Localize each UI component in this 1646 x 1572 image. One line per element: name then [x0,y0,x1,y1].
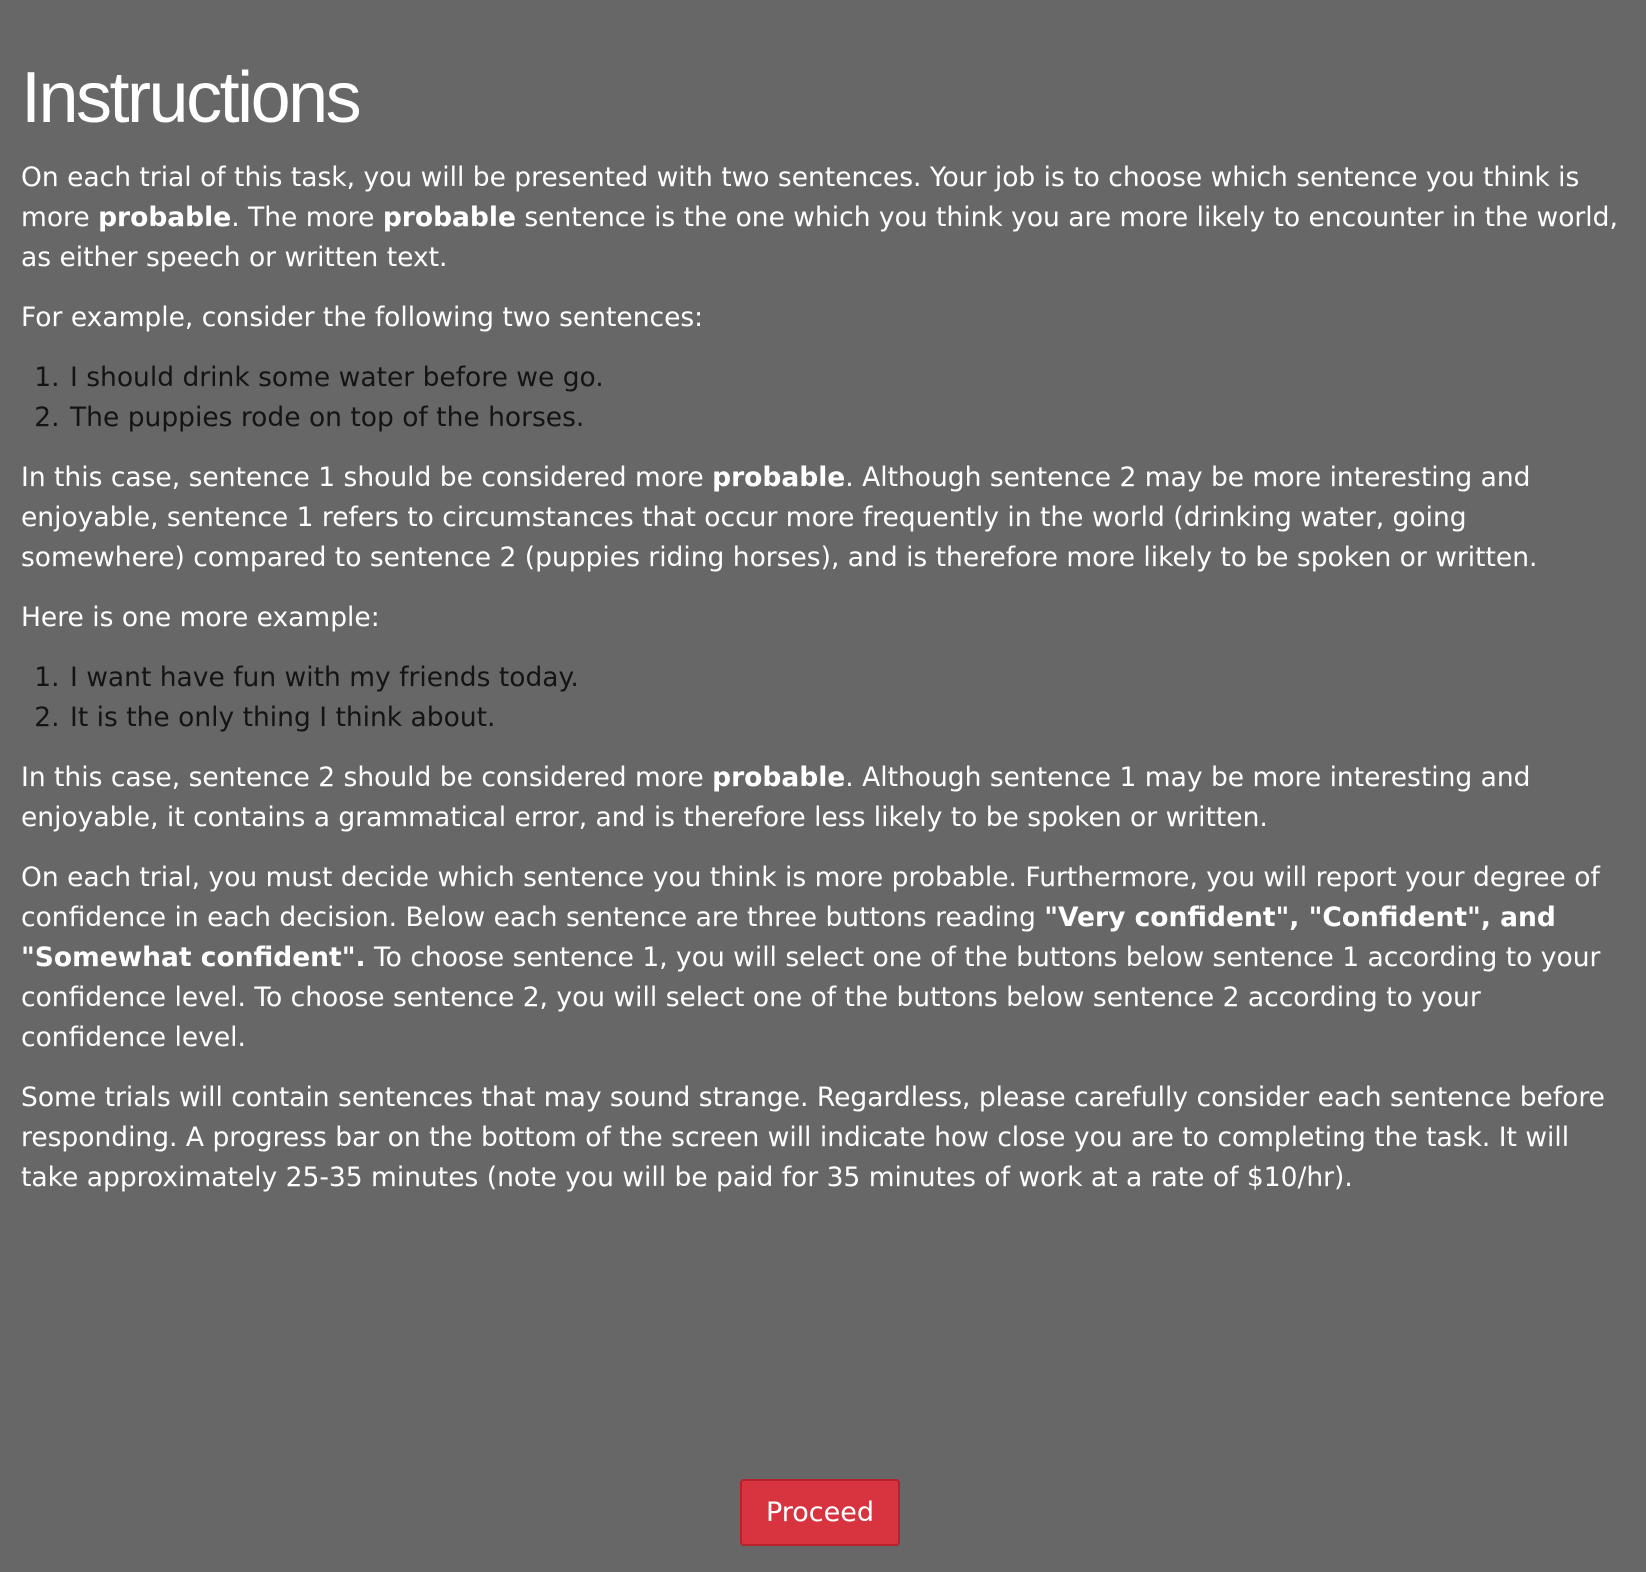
example-intro-paragraph: For example, consider the following two sentences: [21,302,704,333]
page-title: Instructions [21,58,360,138]
second-example-intro: Here is one more example: [21,602,380,633]
emphasis-probable: probable [98,202,232,233]
instructions-panel [21,52,1631,1218]
proceed-button[interactable]: Proceed [740,1479,900,1546]
intro-paragraph: On each trial of this task, you will be presented with two sentences. Your job is to choose which sentence you think is more probable. The more probable sentence is the one which you think you are more likely to encounter in the world, as either speech or written text. [21,162,1618,273]
emphasis-probable: probable [712,762,846,793]
emphasis-probable: probable [712,462,846,493]
example-1-sentence-1: 1. I should drink some water before we go. [68,358,1631,398]
example-2-sentence-2: 2. It is the only thing I think about. [68,698,1631,738]
example-2-explanation: In this case, sentence 2 should be considered more probable. Although sentence 1 may be more interesting and enjoyable, it contains a grammatical error, and is therefore less likely to be spoken or written. [21,762,1531,833]
example-2-list [21,658,1631,738]
example-1-list [21,358,1631,438]
emphasis-probable: probable [382,202,516,233]
emphasis-confidence-buttons: "Very confident", "Confident", and "Somewhat confident". [21,902,1556,973]
example-1-explanation: In this case, sentence 1 should be considered more probable. Although sentence 2 may be more interesting and enjoyable, sentence 1 refers to circumstances that occur more frequently in the world (drinking water, going somewhere) compared to sentence 2 (puppies riding horses), and is therefore more likely to be spoken or written. [21,462,1538,573]
confidence-paragraph: On each trial, you must decide which sentence you think is more probable. Furthermore, you will report your degree of confidence in each decision. Below each sentence are three buttons reading "Very confident", "Confident", and "Somewhat confident". To choose sentence 1, you will select one of the buttons below sentence 1 according to your confidence level. To choose sentence 2, you will select one of the buttons below sentence 2 according to your confidence level. [21,862,1601,1053]
duration-paragraph: Some trials will contain sentences that may sound strange. Regardless, please carefully consider each sentence before responding. A progress bar on the bottom of the screen will indicate how close you are to completing the task. It will take approximately 25-35 minutes (note you will be paid for 35 minutes of work at a rate of $10/hr). [21,1082,1605,1193]
example-2-sentence-1: 1. I want have fun with my friends today. [68,658,1631,698]
example-1-sentence-2: 2. The puppies rode on top of the horses. [68,398,1631,438]
